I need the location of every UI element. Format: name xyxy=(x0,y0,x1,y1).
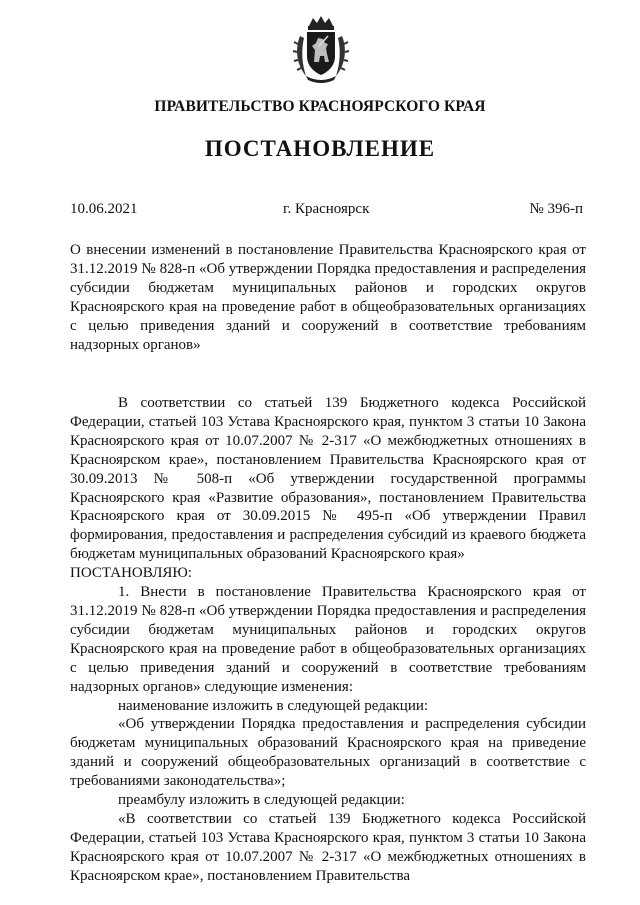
document-date: 10.06.2021 xyxy=(70,201,138,217)
government-title: ПРАВИТЕЛЬСТВО КРАСНОЯРСКОГО КРАЯ xyxy=(154,98,486,115)
body-paragraph: наименование изложить в следующей редакции: xyxy=(118,697,429,714)
body-paragraph: «Об утверждении Порядка предоставления и распределения субсидии бюджетам муниципальных образований Красноярского края на приведение зданий и сооружений общеобразовательных организаций в соответствие с требованиями законодательства»; xyxy=(70,716,586,790)
document-subject xyxy=(70,241,586,354)
body-paragraph: 1. Внести в постановление Правительства Красноярского края от 31.12.2019 № 828-п «Об утверждении Порядка предоставления и распределения субсидии бюджетам муниципальных районов и городских округов Красноярского края на проведение работ в общеобразовательных организациях с целью приведения зданий и сооружений в соответствие требованиям надзорных органов» следующие изменения: xyxy=(70,584,586,695)
document-body xyxy=(70,394,586,886)
body-paragraph: преамбулу изложить в следующей редакции: xyxy=(118,792,405,809)
body-paragraph: «В соответствии со статьей 139 Бюджетного кодекса Российской Федерации, статьей 103 Устава Красноярского края, пунктом 3 статьи 10 Закона Красноярского края от 10.07.2007 № 2-317 «О межбюджетных отношениях в Красноярском крае», постановлением Правительства xyxy=(70,810,586,884)
document-type-heading: ПОСТАНОВЛЕНИЕ xyxy=(204,136,436,161)
document-number: № 396-п xyxy=(529,201,583,217)
subject-text: О внесении изменений в постановление Правительства Красноярского края от 31.12.2019 № 828-п «Об утверждении Порядка предоставления и распределения субсидии бюджетам муниципальных районов и городских округов Красноярского края на проведение работ в общеобразовательных организациях с целью приведения зданий и сооружений в соответствие требованиям надзорных органов» xyxy=(70,242,586,353)
body-paragraph: В соответствии со статьей 139 Бюджетного кодекса Российской Федерации, статьей 103 Устава Красноярского края, пунктом 3 статьи 10 Закона Красноярского края от 10.07.2007 № 2-317 «О межбюджетных отношениях в Красноярском крае», постановлением Правительства Красноярского края от 30.09.2013 № 508-п «Об утверждении государственной программы Красноярского края «Развитие образования», постановлением Правительства Красноярского края от 30.09.2015 № 495-п «Об утверждении Правил формирования, предоставления и распределения субсидий из краевого бюджета бюджетам муниципальных образований Красноярского края» xyxy=(70,395,586,563)
document-city: г. Красноярск xyxy=(283,201,370,217)
krasnoyarsk-coat-of-arms-icon xyxy=(292,14,350,84)
resolve-statement: ПОСТАНОВЛЯЮ: xyxy=(70,565,192,582)
